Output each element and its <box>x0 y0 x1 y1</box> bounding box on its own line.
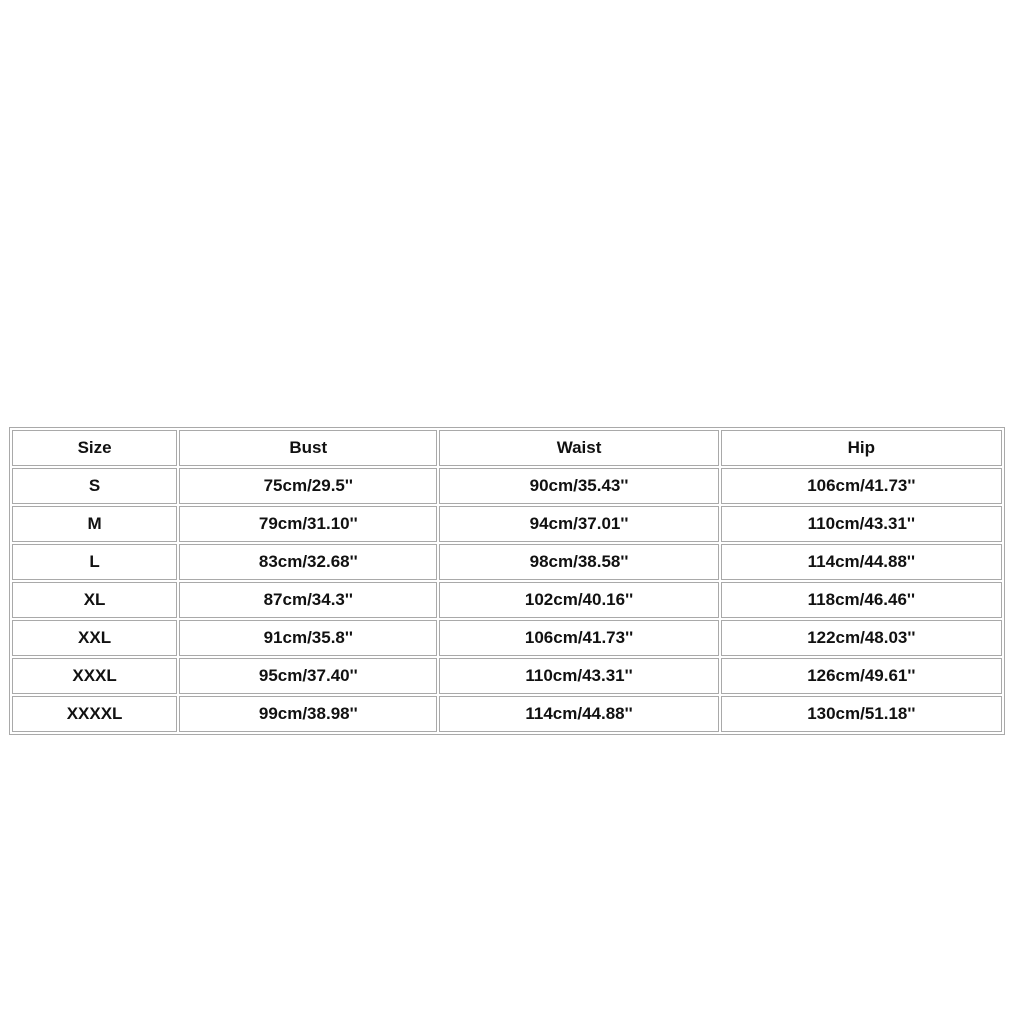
waist-cell: 98cm/38.58'' <box>439 544 718 580</box>
waist-cell: 90cm/35.43'' <box>439 468 718 504</box>
hip-cell: 122cm/48.03'' <box>721 620 1002 656</box>
table-row <box>12 620 1002 656</box>
bust-cell: 95cm/37.40'' <box>179 658 437 694</box>
size-cell: XXL <box>12 620 177 656</box>
column-header-waist: Waist <box>439 430 718 466</box>
size-cell: M <box>12 506 177 542</box>
column-header-bust: Bust <box>179 430 437 466</box>
table-row <box>12 506 1002 542</box>
size-cell: L <box>12 544 177 580</box>
size-cell: XL <box>12 582 177 618</box>
table-row <box>12 582 1002 618</box>
size-chart <box>9 427 1005 735</box>
column-header-hip: Hip <box>721 430 1002 466</box>
table-row <box>12 658 1002 694</box>
waist-cell: 102cm/40.16'' <box>439 582 718 618</box>
waist-cell: 106cm/41.73'' <box>439 620 718 656</box>
hip-cell: 126cm/49.61'' <box>721 658 1002 694</box>
waist-cell: 114cm/44.88'' <box>439 696 718 732</box>
hip-cell: 130cm/51.18'' <box>721 696 1002 732</box>
waist-cell: 110cm/43.31'' <box>439 658 718 694</box>
table-row <box>12 696 1002 732</box>
table-header-row <box>12 430 1002 466</box>
hip-cell: 114cm/44.88'' <box>721 544 1002 580</box>
hip-cell: 118cm/46.46'' <box>721 582 1002 618</box>
waist-cell: 94cm/37.01'' <box>439 506 718 542</box>
table-row <box>12 544 1002 580</box>
bust-cell: 91cm/35.8'' <box>179 620 437 656</box>
bust-cell: 87cm/34.3'' <box>179 582 437 618</box>
bust-cell: 83cm/32.68'' <box>179 544 437 580</box>
bust-cell: 79cm/31.10'' <box>179 506 437 542</box>
bust-cell: 75cm/29.5'' <box>179 468 437 504</box>
hip-cell: 110cm/43.31'' <box>721 506 1002 542</box>
size-cell: XXXL <box>12 658 177 694</box>
size-cell: S <box>12 468 177 504</box>
hip-cell: 106cm/41.73'' <box>721 468 1002 504</box>
size-cell: XXXXL <box>12 696 177 732</box>
size-chart-table <box>9 427 1005 735</box>
bust-cell: 99cm/38.98'' <box>179 696 437 732</box>
column-header-size: Size <box>12 430 177 466</box>
table-row <box>12 468 1002 504</box>
